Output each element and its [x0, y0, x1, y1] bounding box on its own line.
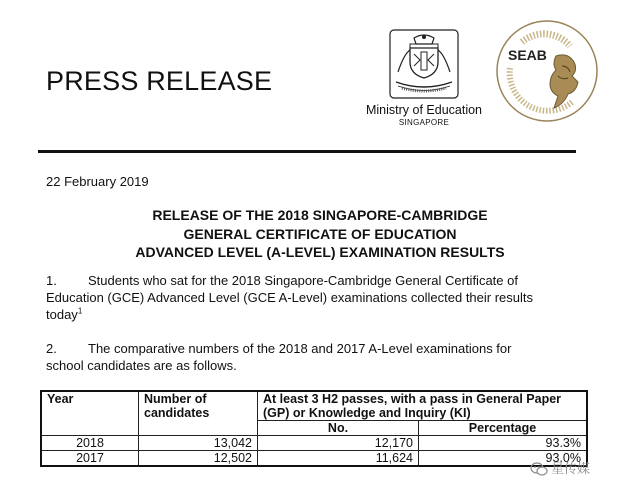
cell-candidates: 13,042: [139, 436, 258, 451]
table-row: [41, 451, 587, 467]
cell-no: 12,170: [258, 436, 419, 451]
results-table: [40, 390, 588, 467]
header-passes: At least 3 H2 passes, with a pass in General Paper (GP) or Knowledge and Inquiry (KI): [258, 391, 588, 421]
paragraph-text: school candidates are as follows.: [46, 358, 237, 373]
paragraph-text: The comparative numbers of the 2018 and 2017 A-Level examinations for: [88, 341, 512, 356]
cell-candidates: 12,502: [139, 451, 258, 467]
watermark: [530, 458, 590, 477]
cell-year: 2018: [41, 436, 139, 451]
cell-year: 2017: [41, 451, 139, 467]
header-year: Year: [41, 391, 139, 436]
paragraph-text: today: [46, 307, 78, 322]
heading-line-1: RELEASE OF THE 2018 SINGAPORE-CAMBRIDGE: [152, 207, 488, 223]
footnote-marker[interactable]: 1: [77, 306, 83, 316]
paragraph-text: Education (GCE) Advanced Level (GCE A-Level) examinations collected their results: [46, 290, 534, 305]
header-divider: [38, 150, 576, 153]
cell-no: 11,624: [258, 451, 419, 467]
ministry-name: Ministry of Education: [365, 103, 483, 117]
ministry-country: SINGAPORE: [398, 118, 450, 127]
cell-percentage: 93.3%: [419, 436, 588, 451]
paragraph-1: [46, 272, 591, 323]
header-candidates: Number of candidates: [139, 391, 258, 436]
paragraph-number: 1.: [46, 273, 57, 288]
svg-text:SEAB: SEAB: [508, 47, 547, 63]
table-header-row: [41, 391, 587, 421]
watermark-text: 星传媒: [551, 461, 591, 476]
page-title: PRESS RELEASE: [46, 66, 273, 96]
moe-crest-logo: [388, 28, 460, 100]
paragraph-2: [46, 340, 591, 374]
document-heading: [60, 206, 580, 262]
header-no: No.: [258, 421, 419, 436]
paragraph-number: 2.: [46, 341, 57, 356]
wechat-icon: [530, 462, 548, 477]
paragraph-text: Students who sat for the 2018 Singapore-Cambridge General Certificate of: [88, 273, 518, 288]
seab-logo: [492, 16, 602, 126]
table-row: [41, 436, 587, 451]
heading-line-2: GENERAL CERTIFICATE OF EDUCATION: [183, 225, 457, 242]
header-percentage: Percentage: [419, 421, 588, 436]
cell-percentage: 93.0%: [419, 451, 588, 467]
heading-line-3: ADVANCED LEVEL (A-LEVEL) EXAMINATION RESULTS: [135, 244, 505, 260]
release-date: 22 February 2019: [46, 174, 149, 189]
